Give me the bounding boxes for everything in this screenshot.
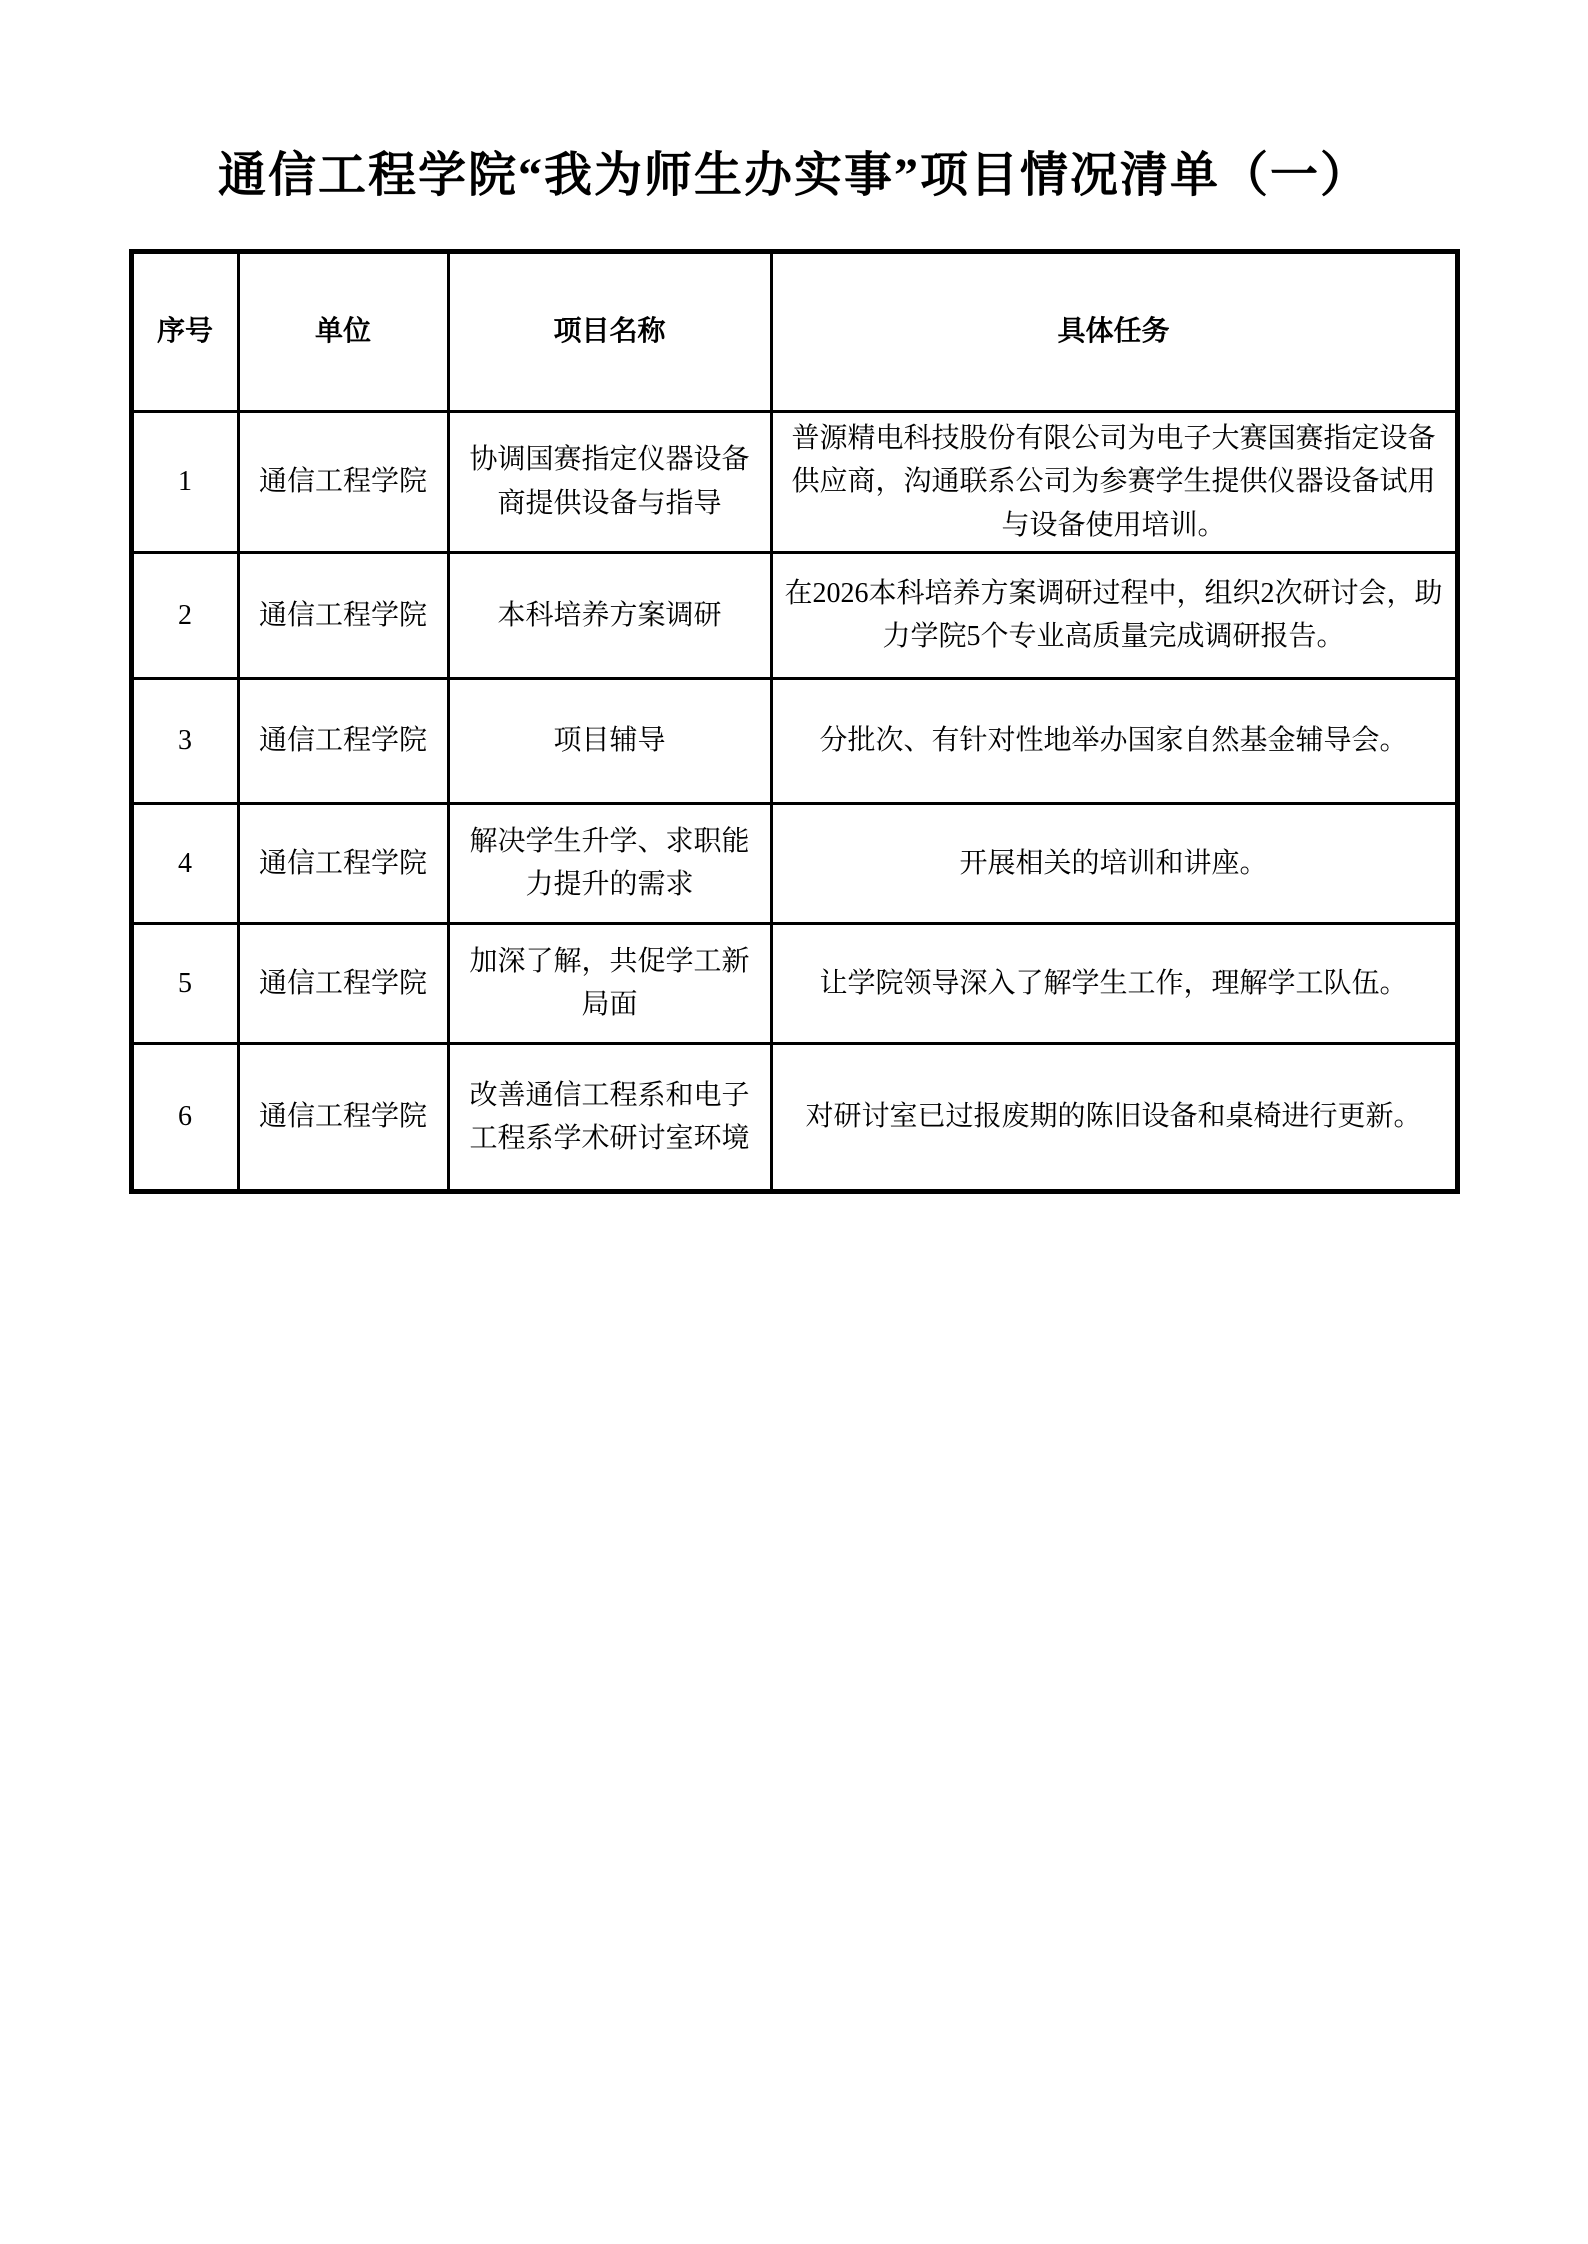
- cell-project: 解决学生升学、求职能力提升的需求: [448, 803, 771, 923]
- col-header-task: 具体任务: [771, 251, 1457, 411]
- col-header-project: 项目名称: [448, 251, 771, 411]
- cell-index: 1: [131, 411, 238, 552]
- cell-project: 协调国赛指定仪器设备商提供设备与指导: [448, 411, 771, 552]
- table-row: [131, 923, 1457, 1043]
- cell-unit: 通信工程学院: [238, 923, 448, 1043]
- table-row: [131, 411, 1457, 552]
- cell-project: 本科培养方案调研: [448, 552, 771, 678]
- cell-unit: 通信工程学院: [238, 552, 448, 678]
- cell-unit: 通信工程学院: [238, 678, 448, 803]
- cell-unit: 通信工程学院: [238, 803, 448, 923]
- cell-index: 6: [131, 1043, 238, 1191]
- cell-unit: 通信工程学院: [238, 411, 448, 552]
- cell-index: 2: [131, 552, 238, 678]
- cell-task: 开展相关的培训和讲座。: [771, 803, 1457, 923]
- cell-unit: 通信工程学院: [238, 1043, 448, 1191]
- cell-task: 普源精电科技股份有限公司为电子大赛国赛指定设备供应商，沟通联系公司为参赛学生提供仪器设备试用与设备使用培训。: [771, 411, 1457, 552]
- table-row: [131, 678, 1457, 803]
- cell-project: 改善通信工程系和电子工程系学术研讨室环境: [448, 1043, 771, 1191]
- page-title: 通信工程学院“我为师生办实事”项目情况清单（一）: [217, 149, 1370, 202]
- table-header-row: [131, 251, 1457, 411]
- projects-table: [129, 249, 1460, 1194]
- table-row: [131, 803, 1457, 923]
- cell-task: 对研讨室已过报废期的陈旧设备和桌椅进行更新。: [771, 1043, 1457, 1191]
- cell-task: 让学院领导深入了解学生工作，理解学工队伍。: [771, 923, 1457, 1043]
- cell-task: 分批次、有针对性地举办国家自然基金辅导会。: [771, 678, 1457, 803]
- cell-task: 在2026本科培养方案调研过程中，组织2次研讨会，助力学院5个专业高质量完成调研报告。: [771, 552, 1457, 678]
- col-header-unit: 单位: [238, 251, 448, 411]
- table-row: [131, 1043, 1457, 1191]
- table-row: [131, 552, 1457, 678]
- cell-project: 加深了解，共促学工新局面: [448, 923, 771, 1043]
- cell-index: 5: [131, 923, 238, 1043]
- cell-index: 4: [131, 803, 238, 923]
- col-header-index: 序号: [131, 251, 238, 411]
- cell-project: 项目辅导: [448, 678, 771, 803]
- cell-index: 3: [131, 678, 238, 803]
